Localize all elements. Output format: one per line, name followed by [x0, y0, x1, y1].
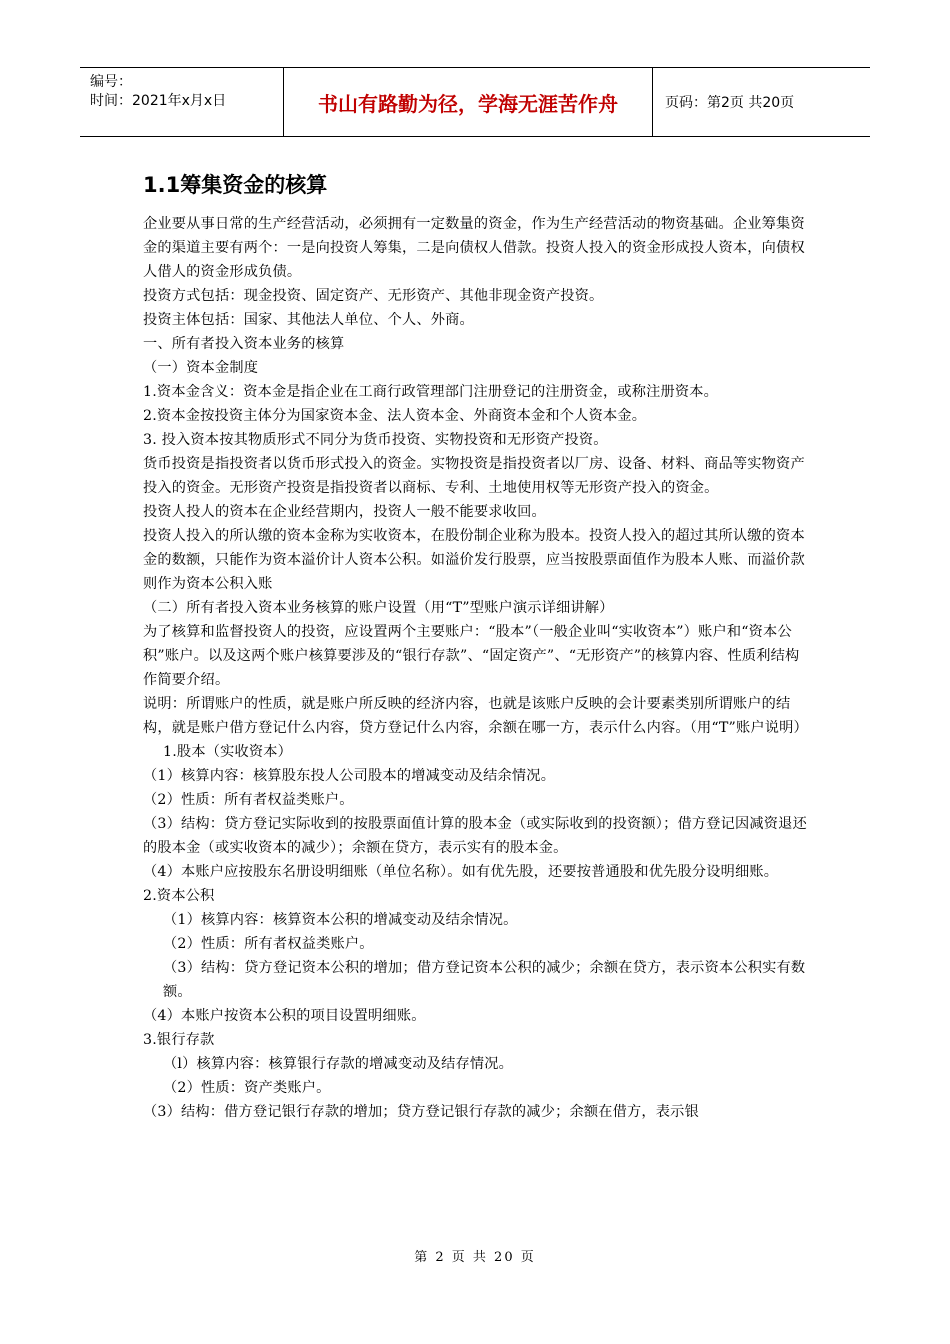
paragraph: 为了核算和监督投资人的投资，应设置两个主要账户：“股本”（一般企业叫“实收资本”）账户和“资本公积”账户。以及这两个账户核算要涉及的“银行存款”、“固定资产”、“无形资产”的核算内容、性质利结构作简要介绍。: [143, 624, 800, 688]
paragraph: 说明：所谓账户的性质，就是账户所反映的经济内容，也就是该账户反映的会计要素类别所谓账户的结构，就是账户借方登记什么内容，贷方登记什么内容，余额在哪一方，表示什么内容。（用“T”账户说明）: [143, 696, 808, 736]
paragraph: （4）本账户应按股东名册设明细账（单位名称）。如有优先股，还要按普通股和优先股分设明细账。: [143, 864, 779, 880]
paragraph: 投资人投入的所认缴的资本金称为实收资本，在股份制企业称为股本。投资人投入的超过其所认缴的资本金的数额，只能作为资本溢价计人资本公积。如溢价发行股票，应当按股票面值作为股本人账、而溢价款则作为资本公积入账: [143, 528, 805, 592]
paragraph: 投资主体包括：国家、其他法人单位、个人、外商。: [143, 312, 474, 328]
page-footer: 第 2 页 共 20 页: [414, 1250, 536, 1265]
paragraph: （3）结构：贷方登记实际收到的按股票面值计算的股本金（或实际收到的投资额）；借方登记因减资退还的股本金（或实收资本的减少）；余额在贷方，表示实有的股本金。: [143, 816, 807, 856]
paragraph: （4）本账户按资本公积的项目设置明细账。: [143, 1008, 426, 1024]
paragraph: 3. 投入资本按其物质形式不同分为货币投资、实物投资和无形资产投资。: [143, 432, 608, 448]
paragraph: 货币投资是指投资者以货币形式投入的资金。实物投资是指投资者以厂房、设备、材料、商品等实物资产投入的资金。无形资产投资是指投资者以商标、专利、土地使用权等无形资产投入的资金。: [143, 456, 805, 496]
paragraph: （2）性质：资产类账户。: [163, 1080, 331, 1096]
paragraph: （1）核算内容：核算股东投人公司股本的增减变动及结余情况。: [143, 768, 556, 784]
paragraph: 一、所有者投入资本业务的核算: [143, 336, 345, 352]
paragraph: （一）资本金制度: [143, 360, 259, 376]
paragraph: 2.资本公积: [143, 888, 215, 904]
date-label: 时间：2021年x月x日: [90, 93, 227, 109]
paragraph: （l）核算内容：核算银行存款的增减变动及结存情况。: [163, 1056, 514, 1072]
paragraph: 1.股本（实收资本）: [163, 744, 293, 760]
paragraph: 2.资本金按投资主体分为国家资本金、法人资本金、外商资本金和个人资本金。: [143, 408, 647, 424]
paragraph: 企业要从事日常的生产经营活动，必须拥有一定数量的资金，作为生产经营活动的物资基础。企业筹集资金的渠道主要有两个：一是向投资人筹集，二是向债权人借款。投资人投入的资金形成投人资本，向债权人借人的资金形成负债。: [143, 216, 805, 280]
number-label: 编号：: [90, 74, 132, 90]
header-page-info: 页码：第2页 共20页: [665, 95, 795, 111]
paragraph: （2）性质：所有者权益类账户。: [143, 792, 354, 808]
paragraph: 投资人投人的资本在企业经营期内，投资人一般不能要求收回。: [143, 504, 546, 520]
header-motto: 书山有路勤为径，学海无涯苦作舟: [284, 68, 653, 136]
paragraph: （1）核算内容：核算资本公积的增减变动及结余情况。: [163, 912, 518, 928]
paragraph: （2）性质：所有者权益类账户。: [163, 936, 374, 952]
paragraph: 1.资本金含义：资本金是指企业在工商行政管理部门注册登记的注册资金，或称注册资本。: [143, 384, 719, 400]
paragraph: 投资方式包括：现金投资、固定资产、无形资产、其他非现金资产投资。: [143, 288, 604, 304]
document-body: [143, 168, 813, 1124]
paragraph: （二）所有者投入资本业务核算的账户设置（用“T”型账户演示详细讲解）: [143, 600, 614, 616]
header-meta: [80, 68, 284, 136]
page-header: [80, 67, 870, 137]
paragraph: 3.银行存款: [143, 1032, 215, 1048]
paragraph: （3）结构：贷方登记资本公积的增加；借方登记资本公积的减少；余额在贷方，表示资本公积实有数额。: [163, 960, 806, 1000]
paragraph: （3）结构：借方登记银行存款的增加；贷方登记银行存款的减少；余额在借方，表示银: [143, 1104, 699, 1120]
section-title: 1.1筹集资金的核算: [143, 173, 328, 197]
